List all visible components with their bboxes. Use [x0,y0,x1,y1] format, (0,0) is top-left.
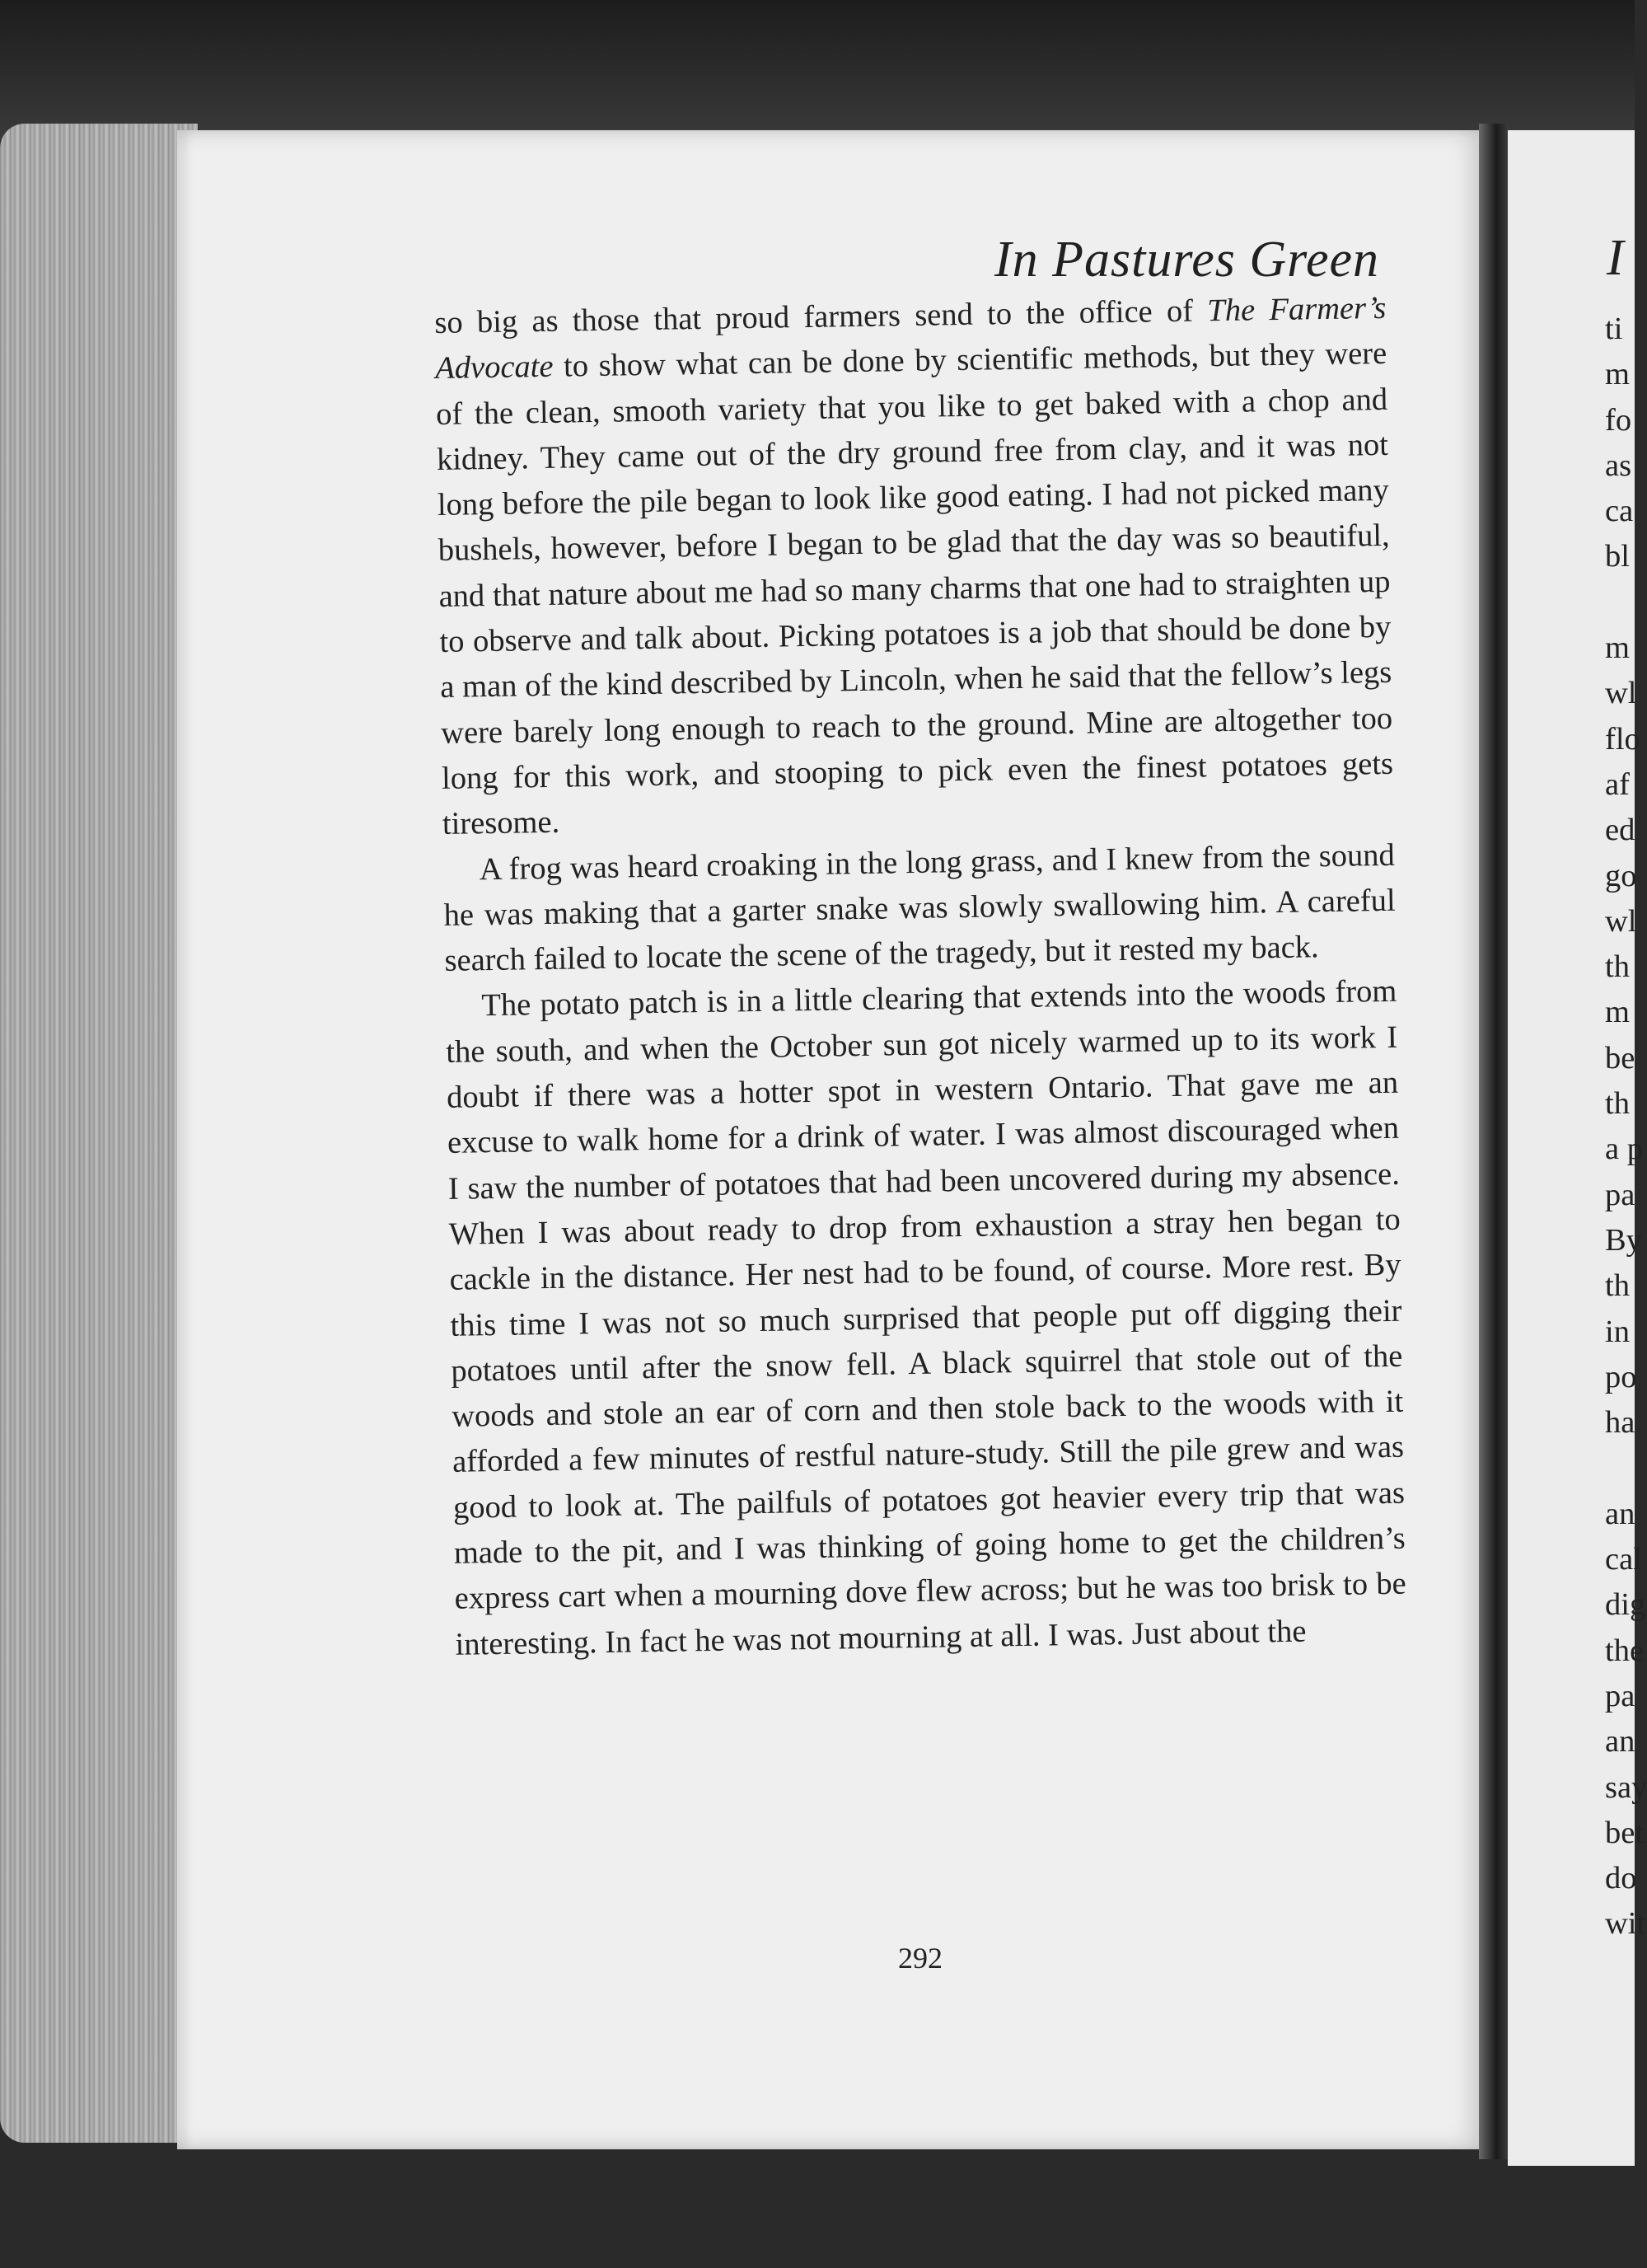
paragraph-1 [434,286,1394,848]
right-page-line-fragment [1605,1446,1647,1491]
right-page-line-fragment: po [1605,1359,1637,1394]
right-page-line-fragment: ed [1605,813,1635,848]
paragraph-3: The potato patch is in a little clearing that extends into the woods from the south, and when the October sun got nicely warmed up to its work I doubt if there was a hotter spot in western Ontario. That gave me an excuse to walk home for a drink of water. I was almost discouraged when I saw the number of potatoes that had been uncovered during my absence. When I was about ready to drop from exhaustion a stray hen began to cackle in the distance. Her nest had to be found, of course. More rest. By this time I was not so much surprised that people put off digging their potatoes until after the snow fell. A black squirrel that stole out of the woods and stole an ear of corn and then stole back to the woods with it afforded a few minutes of restful nature-study. Still the pile grew and was good to look at. The pailfuls of potatoes got heavier every trip that was made to the pit, and I was thinking of going home to get the children’s express cart when a mourning dove flew across; but he was too brisk to be interesting. In fact he was not mourning at all. I was. Just about the [445,974,1406,1662]
right-page-line-fragment: m [1605,630,1630,666]
right-page-line-fragment: af [1605,766,1630,802]
right-page-line-fragment: a p [1605,1132,1643,1167]
right-page-line-fragment: By [1605,1222,1642,1258]
magazine-title: The Farmer’s Advocate [434,290,1387,387]
right-page-line-fragment: flo [1605,721,1640,757]
right-page-text-fragments [1605,307,1647,1947]
right-page-line-fragment: say [1605,1769,1647,1805]
right-page-line-fragment: dig [1605,1587,1646,1623]
right-page-line-fragment: pa [1605,1177,1635,1212]
book-page-edges [0,124,198,2143]
right-page-line-fragment: th [1605,1086,1630,1122]
right-page-line-fragment: bl [1605,539,1630,574]
right-page-line-fragment: ha [1605,1405,1635,1441]
scan-background [0,0,1635,140]
right-page-line-fragment: fo [1605,402,1632,438]
right-page-line-fragment: as [1605,448,1632,483]
book-gutter [1479,124,1508,2159]
right-page-line-fragment: pa [1605,1678,1635,1713]
right-page-line-fragment: an [1605,1724,1635,1760]
right-page-line-fragment: m [1605,995,1630,1030]
right-page-line-fragment: wl [1605,903,1637,939]
right-page-line-fragment: th [1605,1268,1630,1304]
right-page-line-fragment: be [1605,1040,1635,1075]
right-page-line-fragment: wl [1605,676,1637,711]
right-page-line-fragment: go [1605,858,1637,893]
paragraph-2: A frog was heard croaking in the long grass, and I knew from the sound he was making that a garter snake was slowly swallowing him. A careful search failed to locate the scene of the tragedy, but it rested my back. [443,837,1396,979]
paragraph-1-lead: so big as those that proud farmers send to the office of [434,293,1208,340]
right-page-line-fragment: m [1605,357,1630,392]
right-page-line-fragment [1605,580,1647,626]
right-page-line-fragment: in [1605,1314,1630,1349]
right-running-head-fragment: I [1607,230,1624,286]
right-page-line-fragment: bet [1605,1815,1645,1850]
right-page-line-fragment: the [1605,1633,1645,1668]
right-page-line-fragment: ti [1605,312,1623,346]
body-text [434,286,1407,1668]
right-page-line-fragment: ca [1605,494,1634,529]
right-page-line-fragment: an [1605,1496,1635,1531]
page-number: 292 [898,1942,943,1975]
right-page-line-fragment: do [1605,1861,1637,1896]
right-page-line-fragment: cal [1605,1542,1642,1577]
right-page-line-fragment: th [1605,949,1630,985]
paragraph-1-rest: to show what can be done by scientific methods, but they were of the clean, smooth variety that you like to get baked with a chop and kidney. They came out of the dry ground free from clay, and it was not long before the pile began to look like good eating. I had not picked many bushels, however, before I began to be glad that the day was so beautiful, and that nature about me had so many charms that one had to straighten up to observe and talk about. Picking potatoes is a job that should be done by a man of the kind described by Lincoln, when he said that the fellow’s legs were barely long enough to reach to the ground. Mine are altogether too long for this work, and stooping to pick even the finest potatoes gets tiresome. [435,336,1394,842]
running-head: In Pastures Green [994,232,1379,288]
right-page-line-fragment: wit [1605,1906,1646,1942]
